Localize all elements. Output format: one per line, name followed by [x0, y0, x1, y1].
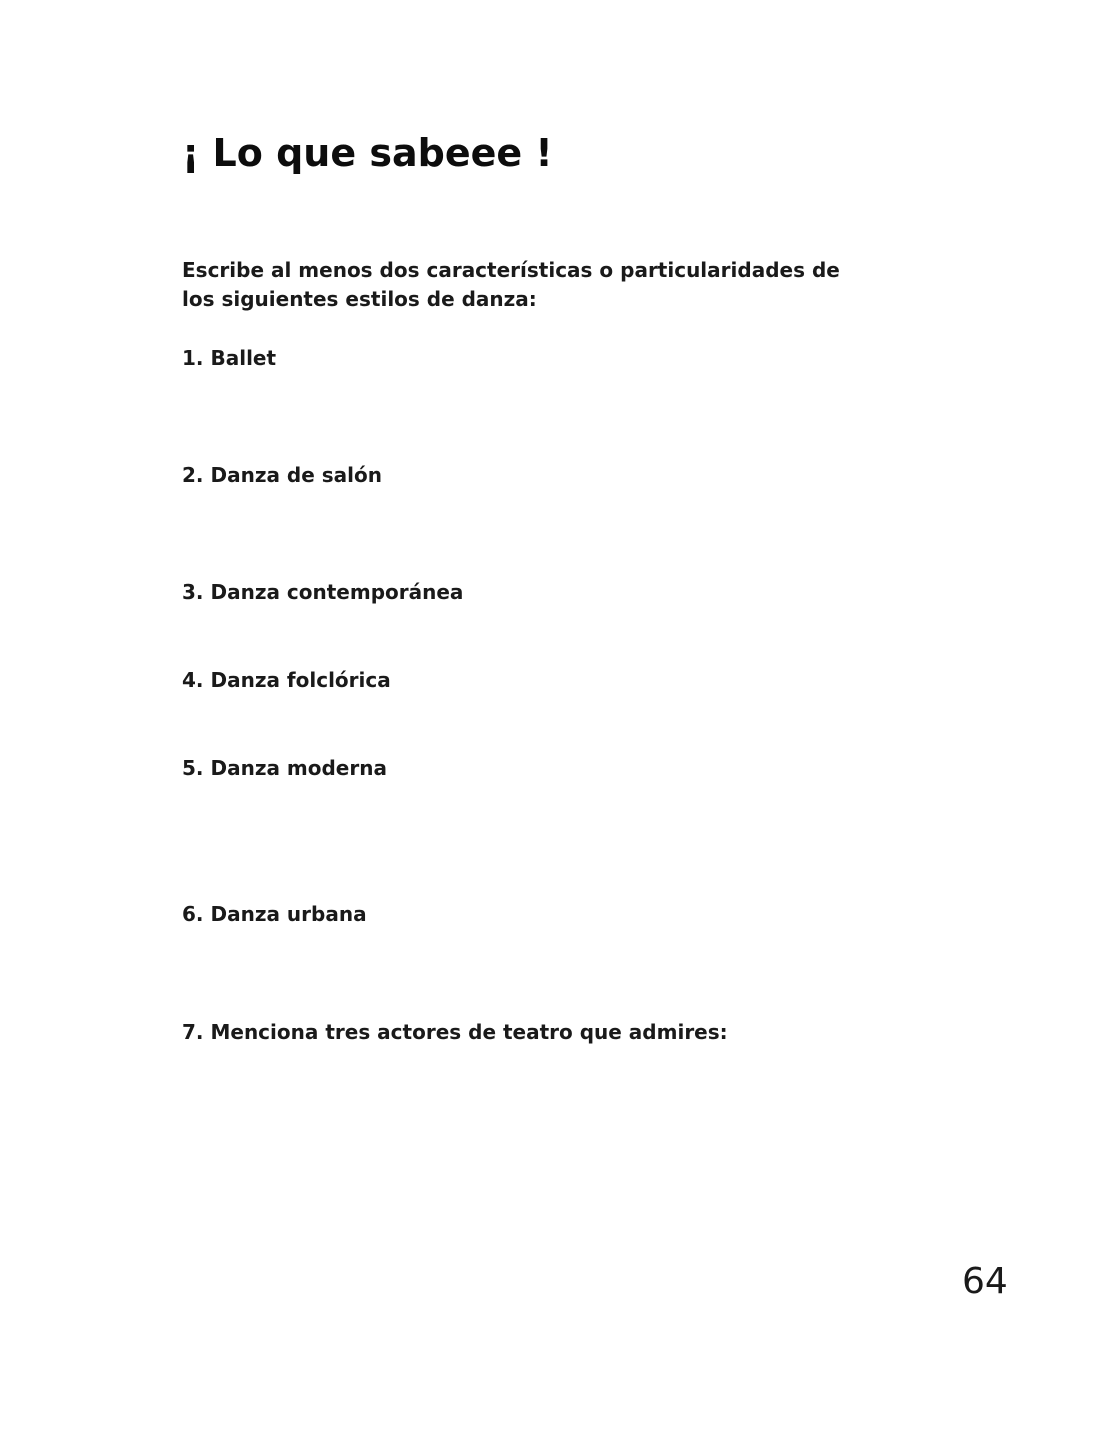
- question-ballet: 1. Ballet: [182, 346, 277, 370]
- question-danza-contemporanea: 3. Danza contemporánea: [182, 580, 464, 604]
- question-danza-folclorica: 4. Danza folclórica: [182, 668, 391, 692]
- question-danza-de-salon: 2. Danza de salón: [182, 463, 382, 487]
- question-actores-de-teatro: 7. Menciona tres actores de teatro que admires:: [182, 1020, 728, 1044]
- question-danza-moderna: 5. Danza moderna: [182, 756, 387, 780]
- question-danza-urbana: 6. Danza urbana: [182, 902, 367, 926]
- page-title: ¡ Lo que sabeee !: [182, 131, 553, 175]
- instructions-text: Escribe al menos dos características o particularidades de los siguientes estilos de danza:: [182, 258, 840, 311]
- page-number: 64: [962, 1261, 1008, 1302]
